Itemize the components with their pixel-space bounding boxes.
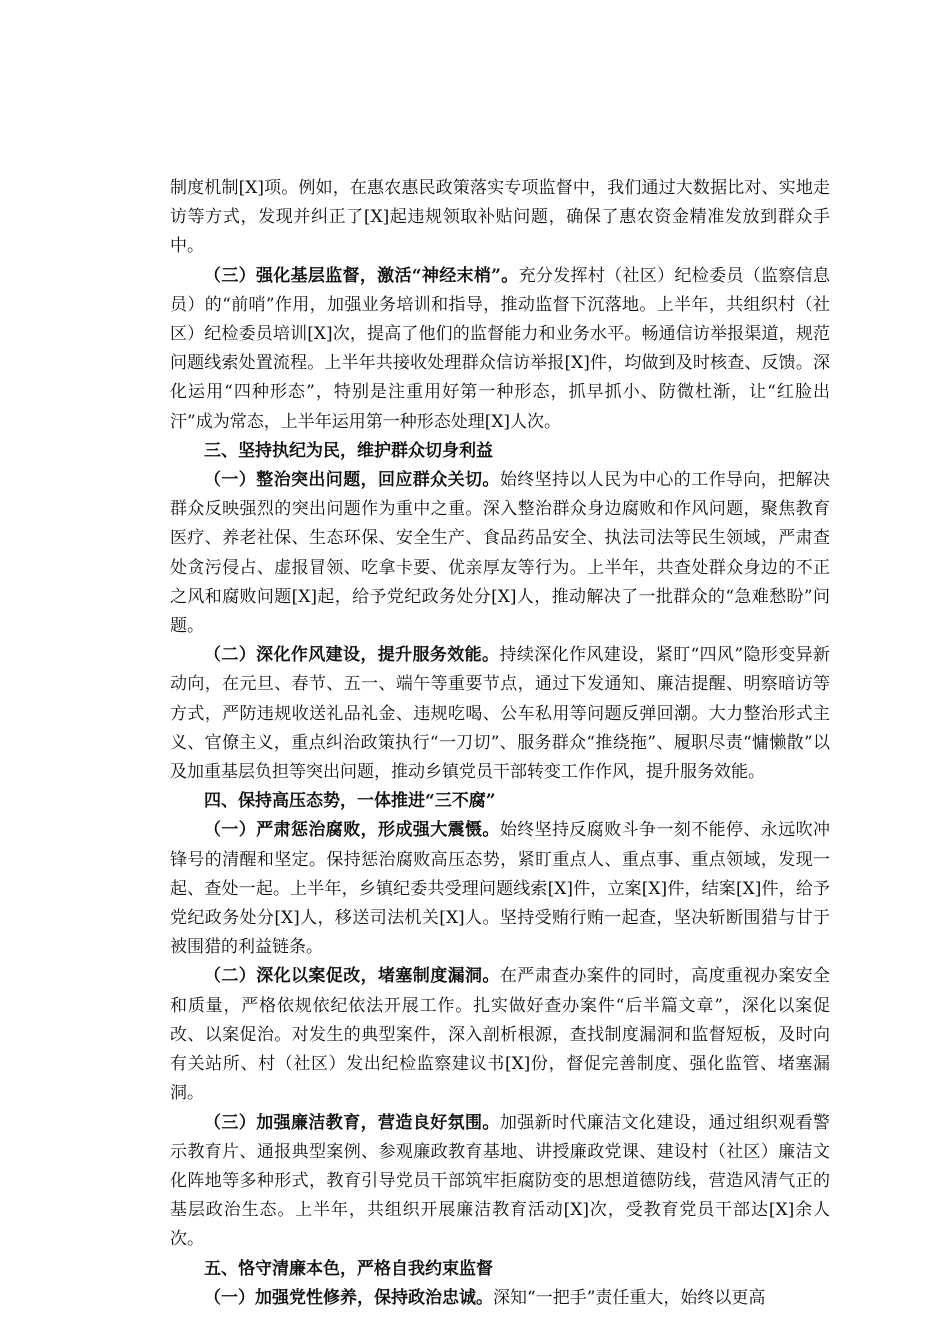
paragraph-rectify-issues xyxy=(170,466,830,641)
paragraph-lead: （一）整治突出问题，回应群众关切。 xyxy=(204,470,500,491)
paragraph-text: 充分发挥村（社区）纪检委员（监察信息员）的“前哨”作用，加强业务培训和指导，推动监督下沉落地。上半年，共组织村（社区）纪检委员培训[X]次，提高了他们的监督能力和业务水平。畅通信访举报渠道，规范问题线索处置流程。上半年共接收处理群众信访举报[X]件，均做到及时核查、反馈。深化运用“四种形态”，特别是注重用好第一种形态，抓早抓小、防微杜渐，让“红脸出汗”成为常态，上半年运用第一种形态处理[X]人次。 xyxy=(170,265,830,432)
paragraph-text: 始终坚持以人民为中心的工作导向，把解决群众反映强烈的突出问题作为重中之重。深入整治群众身边腐败和作风问题，聚焦教育医疗、养老社保、生态环保、安全生产、食品药品安全、执法司法等民生领域，严肃查处贪污侵占、虚报冒领、吃拿卡要、优亲厚友等行为。上半年，共查处群众身边的不正之风和腐败问题[X]起，给予党纪政务处分[X]人，推动解决了一批群众的“急难愁盼”问题。 xyxy=(170,470,831,637)
document-body xyxy=(170,174,830,1313)
paragraph-lead: （一）加强党性修养，保持政治忠诚。 xyxy=(204,1287,493,1308)
paragraph-lead: （三）加强廉洁教育，营造良好氛围。 xyxy=(204,1112,500,1133)
paragraph-case-reform xyxy=(170,962,830,1108)
paragraph-text: 持续深化作风建设，紧盯“四风”隐形变异新动向，在元旦、春节、五一、端午等重要节点，通过下发通知、廉洁提醒、明察暗访等方式，严防违规收送礼品礼金、违规吃喝、公车私用等问题反弹回潮。大力整治形式主义、官僚主义，重点纠治政策执行“一刀切”、服务群众“推绕拖”、履职尽责“慵懒散”以及加重基层负担等突出问题，推动乡镇党员干部转变工作作风，提升服务效能。 xyxy=(170,645,831,783)
paragraph-punish-corruption xyxy=(170,816,830,962)
section-heading-3: 三、坚持执纪为民，维护群众切身利益 xyxy=(204,440,493,461)
paragraph-text: 加强新时代廉洁文化建设，通过组织观看警示教育片、通报典型案例、参观廉政教育基地、讲授廉政党课、建设村（社区）廉洁文化阵地等多种形式，教育引导党员干部筑牢拒腐防变的思想道德防线，营造风清气正的基层政治生态。上半年，共组织开展廉洁教育活动[X]次，受教育党员干部达[X]余人次。 xyxy=(170,1112,831,1250)
paragraph-work-style xyxy=(170,641,830,787)
paragraph-lead: （一）严肃惩治腐败，形成强大震慑。 xyxy=(204,820,500,841)
paragraph-text: 在严肃查办案件的同时，高度重视办案安全和质量，严格依规依纪依法开展工作。扎实做好查办案件“后半篇文章”，深化以案促改、以案促治。对发生的典型案件，深入剖析根源，查找制度漏洞和监督短板，及时向有关站所、村（社区）发出纪检监察建议书[X]份，督促完善制度、强化监管、堵塞漏洞。 xyxy=(170,966,831,1104)
paragraph-party-spirit xyxy=(170,1284,830,1313)
paragraph-text: 始终坚持反腐败斗争一刻不能停、永远吹冲锋号的清醒和坚定。保持惩治腐败高压态势，紧盯重点人、重点事、重点领域，发现一起、查处一起。上半年，乡镇纪委共受理问题线索[X]件，立案[X]件，结案[X]件，给予党纪政务处分[X]人，移送司法机关[X]人。坚持受贿行贿一起查，坚决斩断围猎与甘于被围猎的利益链条。 xyxy=(170,820,831,958)
paragraph-lead: （二）深化以案促改，堵塞制度漏洞。 xyxy=(204,966,500,987)
paragraph-grassroots-supervision xyxy=(170,262,830,437)
paragraph-text: 深知“一把手”责任重大，始终以更高 xyxy=(493,1287,766,1308)
section-heading-5: 五、恪守清廉本色，严格自我约束监督 xyxy=(204,1258,493,1279)
paragraph-lead: （三）强化基层监督，激活“神经末梢”。 xyxy=(204,265,519,286)
paragraph-continued xyxy=(170,174,830,262)
section-heading-4: 四、保持高压态势，一体推进“三不腐” xyxy=(204,791,496,812)
paragraph-integrity-education xyxy=(170,1109,830,1255)
paragraph-text: 制度机制[X]项。例如，在惠农惠民政策落实专项监督中，我们通过大数据比对、实地走访等方式，发现并纠正了[X]起违规领取补贴问题，确保了惠农资金精准发放到群众手中。 xyxy=(170,178,830,257)
paragraph-lead: （二）深化作风建设，提升服务效能。 xyxy=(204,645,500,666)
